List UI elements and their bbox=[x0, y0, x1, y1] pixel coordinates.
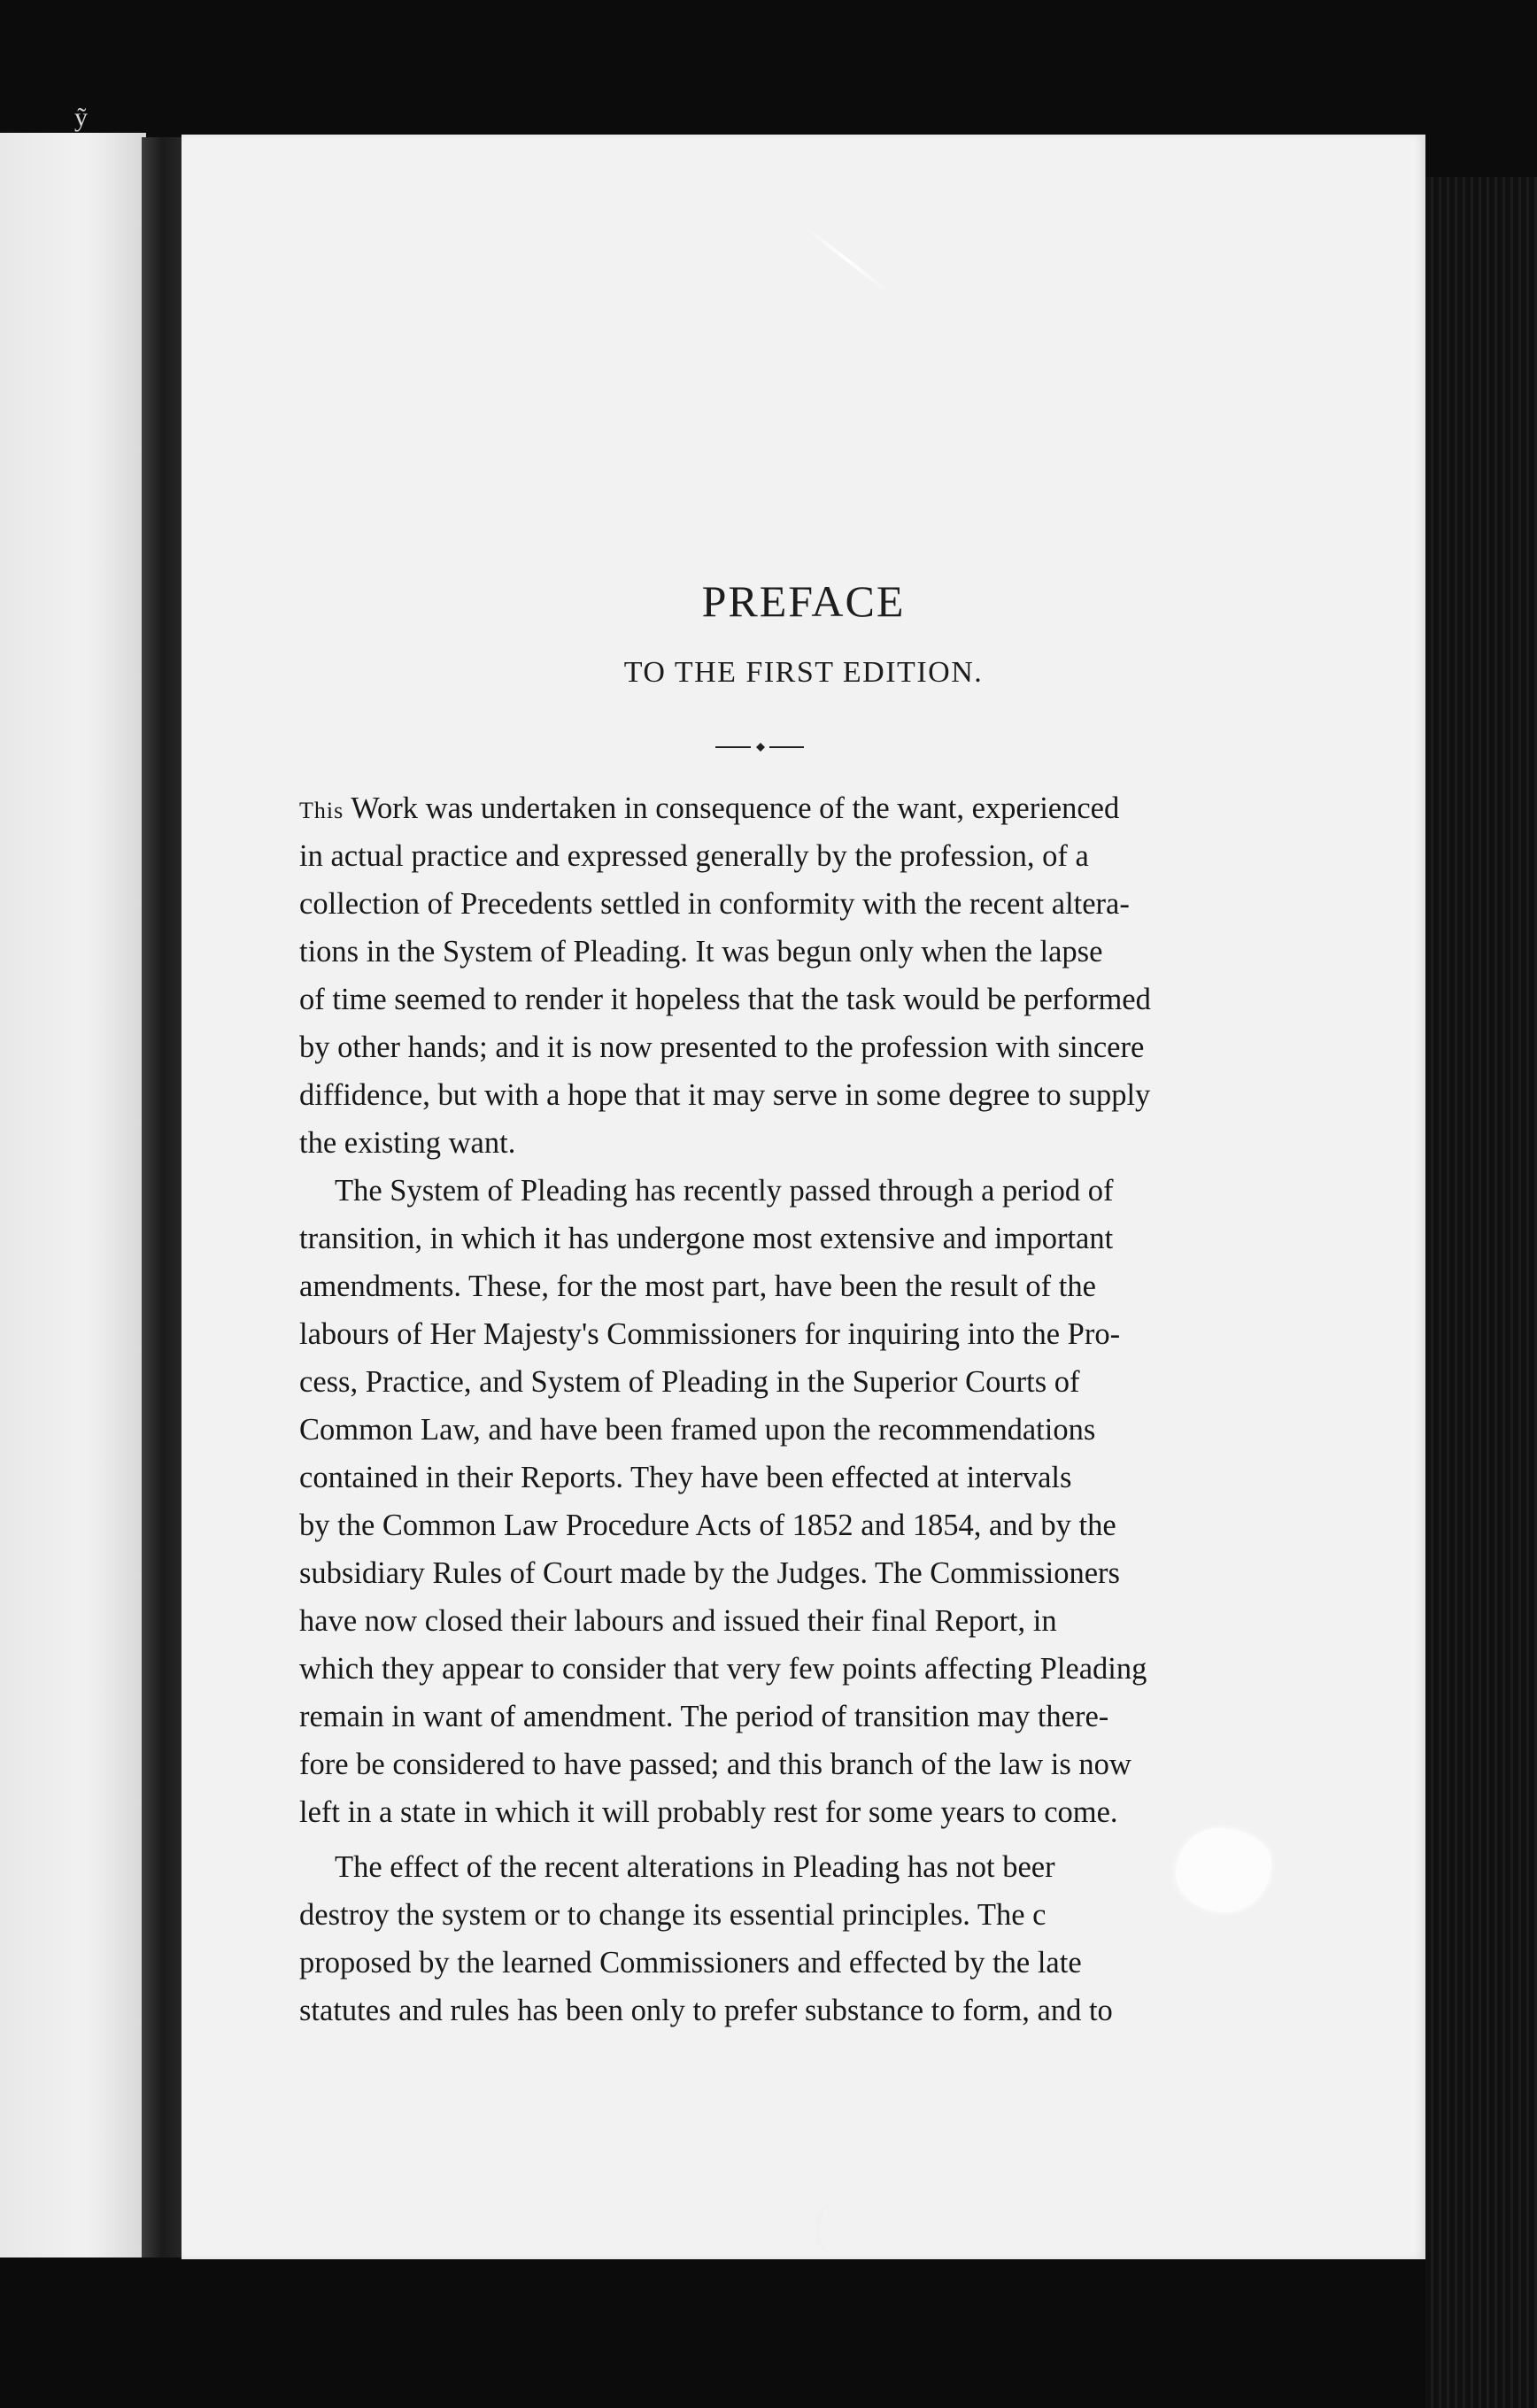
paragraph-1-line: diffidence, but with a hope that it may serve in some degree to supply bbox=[299, 1078, 1151, 1112]
paragraph-2-line: contained in their Reports. They have been effected at intervals bbox=[299, 1461, 1072, 1494]
ornament-divider bbox=[715, 738, 804, 756]
paragraph-2-line: have now closed their labours and issued their final Report, in bbox=[299, 1604, 1057, 1638]
paragraph-gap bbox=[299, 1836, 1229, 1843]
paragraph-2-line: amendments. These, for the most part, have been the result of the bbox=[299, 1270, 1096, 1303]
paragraph-1-line: in actual practice and expressed generally by the profession, of a bbox=[299, 839, 1089, 873]
paragraph-1-line: of time seemed to render it hopeless that the task would be performed bbox=[299, 983, 1151, 1016]
paragraph-2-line: labours of Her Majesty's Commissioners for inquiring into the Pro- bbox=[299, 1317, 1121, 1351]
paragraph-1-initial-word: This bbox=[299, 798, 344, 823]
paragraph-2-line: subsidiary Rules of Court made by the Judges. The Commissioners bbox=[299, 1556, 1120, 1590]
paragraph-2-line: cess, Practice, and System of Pleading in the Superior Courts of bbox=[299, 1365, 1080, 1399]
paragraph-2-line: left in a state in which it will probably rest for some years to come. bbox=[299, 1795, 1118, 1829]
paragraph-1-line: collection of Precedents settled in conformity with the recent altera- bbox=[299, 887, 1130, 921]
paragraph-2-line: by the Common Law Procedure Acts of 1852 and 1854, and by the bbox=[299, 1509, 1116, 1542]
bottom-mark: ( bbox=[813, 2192, 832, 2255]
paragraph-2-line: The System of Pleading has recently passed through a period of bbox=[335, 1174, 1114, 1208]
paragraph-1-line: by other hands; and it is now presented to the profession with sincere bbox=[299, 1030, 1145, 1064]
preface-body bbox=[299, 784, 1229, 2034]
paragraph-2-line: Common Law, and have been framed upon the recommendations bbox=[299, 1413, 1096, 1447]
paragraph-1-line-1 bbox=[299, 784, 1229, 832]
paragraph-2-line: fore be considered to have passed; and this branch of the law is now bbox=[299, 1748, 1132, 1781]
paragraph-3-line: destroy the system or to change its essential principles. The c bbox=[299, 1898, 1047, 1932]
paragraph-3-line: proposed by the learned Commissioners and effected by the late bbox=[299, 1946, 1082, 1980]
corner-mark: ỹ bbox=[74, 103, 88, 132]
preface-subtitle: TO THE FIRST EDITION. bbox=[623, 656, 984, 689]
paragraph-1-line: the existing want. bbox=[299, 1126, 516, 1160]
paragraph-2-line: remain in want of amendment. The period of transition may there- bbox=[299, 1700, 1109, 1733]
page-stack-edge bbox=[1425, 177, 1537, 2408]
paragraph-2-line: transition, in which it has undergone most extensive and important bbox=[299, 1222, 1114, 1255]
paragraph-2-line: which they appear to consider that very few points affecting Pleading bbox=[299, 1652, 1147, 1686]
paragraph-1-line-1-text: Work was undertaken in consequence of the want, experienced bbox=[344, 791, 1120, 825]
paragraph-1-line: tions in the System of Pleading. It was begun only when the lapse bbox=[299, 935, 1103, 969]
paragraph-3-line: The effect of the recent alterations in Pleading has not beer bbox=[335, 1850, 1055, 1884]
left-page-edge bbox=[0, 133, 146, 2258]
preface-title: PREFACE bbox=[701, 576, 906, 626]
paragraph-3-line: statutes and rules has been only to prefer substance to form, and to bbox=[299, 1994, 1113, 2027]
